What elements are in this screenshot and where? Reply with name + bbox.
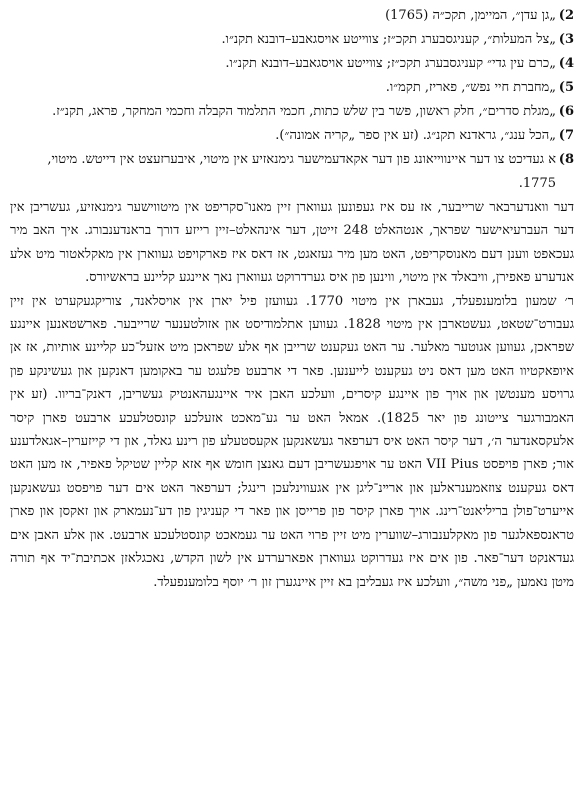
entry-text: „הכל ענג״, גראדנא תקנ״ג. (זע אין ספר „קריה אמונה״). [275,128,556,143]
entry-text: „צל המעלות״, קעניגסבערג תקכ״ז; צווייטע אויסגאבע–דובנא תקנ״ו. [221,32,556,47]
body-paragraph: ר׳ שמעון בלומענפעלד, געבארן אין מיטוי 1770. געוועזן פיל יארן אין אויסלאנד, צוריקגעקערט אין זיין געבורט־שטאט, געשטארבן אין מיטוי 1828. געווען אתלמודיסט און אזולטענער שרייבער. פארשטאנען איינגע שפראכן, געווען אגוטער מאלער. ער האט געקענט שרייבן אף אלע שפראכן מיט אזעל־כע קליינע אותיות, אז אן איופאקטיוו האט מען דאס ניט געקענט לייענען. פאר די ארבעט פלעגט ער באקומען דאנקען און געשינקע פון גרויסע מענטשן און אויך פון איינגע קיסרים, וועלכע האבן איר איינגעהאנטיק געשריבן, דאנק־בריוו. (זע אין האמבורגער צייטונג פון יאר 1825). אמאל האט ער גע־מאכט אזעלכע קונסטלעכע ארבעט פארן קיסר אלעקסאנדער ה׳, דער קיסר האט איס דערפאר געשאנקען אקעסטעלע פון רינע גאלד, און די קייזערין–אגאלדענע אור; פארן פויפסט VII Pius האט ער אויפגעשריבן דעם גאנצן חומש אף אזא קליין שטיקל פאפיר, אז מען האט דאס געקענט צוזאמענראלען און ארײנ־ליגן אין אגעווינלעכן רינגל; דערפאר האט אים דער פויפסט געשאנקען אייערט־פולן בריליאנט־רינג. אויך פארן קיסר פון פרייסן און פאר די קעניגין פון דע־נעמארק און זאקסן און פארן טראנספאלגער פון מאקלענבורג–שווערין מיט זיין פרוי האט ער געמאכט קונסטלעכע ארבעט. און אלע האבן אים געדאנקט דער־פאר. פון אים איז געדרוקט געווארן אפארערדע אין לשון הקדש, נאכגלאזן אכתיבת־יד אף תורה מיטן נאמען „פני משה״, וועלכע איז געבליבן בא זיין איינגערן זון ר׳ יוסף בלומענפעלד. [10,293,575,590]
list-item [10,52,574,76]
entry-text: „מגלת סדרים״, חלק ראשון, פשר בין שלש כתות, חכמי התלמוד הקבלה וחכמי המחקר, פראג, תקנ״ז. [52,104,556,119]
entry-text: „מחברת חיי נפש״, פאריז, תקמ״ו. [385,80,556,95]
entry-number: 7) [558,128,574,143]
entry-number: 4) [558,56,574,71]
entry-text: „גן עדן״, המיימן, תקכ״ה (1765) [385,8,556,23]
entry-text: א געדיכט צו דער איינווייאונג פון דער אקאדעמישער גימנאזיע אין מיטוי, איבערזעצט אין דייטש. מיטוי, 1775. [47,152,556,191]
bibliography-list [10,4,574,196]
list-item [10,124,574,148]
entry-number: 8) [558,152,574,167]
entry-number: 6) [558,104,574,119]
list-item [10,76,574,100]
entry-text: „כרם עין גדי״ קעניגסבערג תקכ״ז; צווייטע אויסגאבע–דובנא תקנ״ו. [225,56,556,71]
list-item [10,100,574,124]
list-item [10,28,574,52]
entry-number: 5) [558,80,574,95]
body-paragraph: דער וואנדערבאר שרייבער, אז עס איז געפונען געווארן זיין מאנו־סקריפט אין מיטווישער גימנאזיע, געשריבן אין דער העברעיאישער שפראך, אנטהאלט 248 זייטן, דער אינהאלט–זיין רייזע דורך בראנדענבורג. איך האב מיר געכאפט ווענן דעם מאנוסקריפט, האט מען מיר געזאגט, אז דאס איז פארקויפט געווארן אין מאקלאטור מיט אלע אנדערע פאפירן, וויבאלד אין מיטוי, ווינען פון איס גערדרוקט געווארן נאך איינגע קליינע בראשיורס. [10,200,574,286]
list-item [10,148,574,196]
entry-number: 3) [558,32,574,47]
entry-number: 2) [558,8,574,23]
list-item [10,4,574,28]
